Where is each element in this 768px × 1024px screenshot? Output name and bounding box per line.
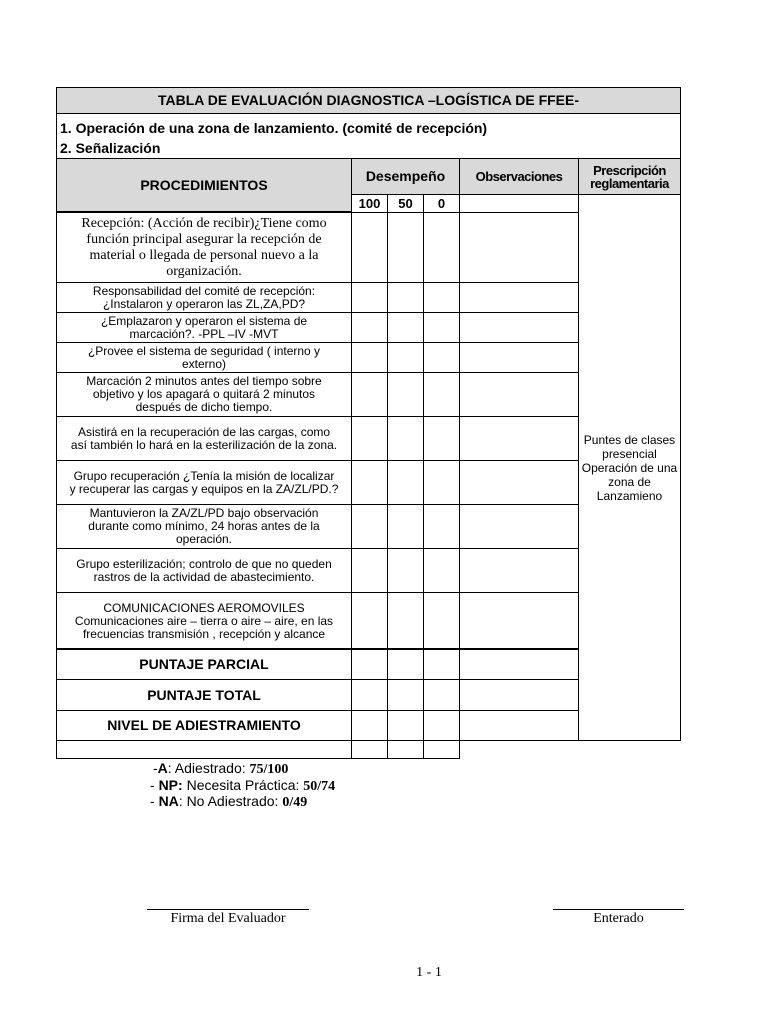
- legend-na-desc: : No Adiestrado:: [178, 793, 283, 809]
- procedure-row-10-score-100-cell[interactable]: [351, 592, 388, 650]
- table-title-text: TABLA DE EVALUACIÓN DIAGNOSTICA –LOGÍSTICA DE FFEE-: [157, 92, 580, 108]
- procedure-row-6-label: [56, 416, 352, 461]
- procedure-row-6-text: Asistirá en la recuperación de las cargas, como así también lo hará en la esterilización de la zona.: [70, 424, 338, 452]
- procedure-row-5-observaciones-cell[interactable]: [459, 372, 579, 417]
- procedure-row-5-score-0-cell[interactable]: [423, 372, 460, 417]
- page-number: 1 - 1: [416, 965, 442, 980]
- nivel-adiestramiento-label: [56, 710, 352, 741]
- procedure-row-4-score-50-cell[interactable]: [387, 342, 424, 373]
- header-observaciones-text: Observaciones: [475, 169, 563, 184]
- procedure-row-3-text: ¿Emplazaron y operaron el sistema de marcación?. -PPL –IV -MVT: [100, 313, 308, 341]
- procedure-row-5-label: [56, 372, 352, 417]
- prescripcion-cell: [578, 194, 681, 741]
- procedure-row-4-score-0-cell[interactable]: [423, 342, 460, 373]
- puntaje-parcial-text: PUNTAJE PARCIAL: [139, 655, 269, 672]
- procedure-row-10-score-0-cell[interactable]: [423, 592, 460, 650]
- procedure-row-1-score-100-cell[interactable]: [351, 212, 388, 283]
- nivel-adiestramiento-text: NIVEL DE ADIESTRAMIENTO: [107, 717, 301, 733]
- legend-na-range: 0/49: [282, 795, 308, 810]
- procedure-row-9-observaciones-cell[interactable]: [459, 548, 579, 593]
- header-observaciones: [459, 158, 579, 195]
- procedure-row-4-score-100-cell[interactable]: [351, 342, 388, 373]
- header-desempeno: [351, 158, 460, 195]
- procedure-row-5-score-50-cell[interactable]: [387, 372, 424, 417]
- procedure-row-7-text: Grupo recuperación ¿Tenía la misión de localizar y recuperar las cargas y equipos en la ZA/ZL/PD.?: [69, 468, 339, 496]
- procedure-row-10-observaciones-cell[interactable]: [459, 592, 579, 650]
- procedure-row-8-observaciones-cell[interactable]: [459, 504, 579, 549]
- procedure-row-7-observaciones-cell[interactable]: [459, 460, 579, 505]
- procedure-row-10-label: [56, 592, 352, 650]
- procedure-row-1-score-50-cell[interactable]: [387, 212, 424, 283]
- signature-line-evaluador: [147, 909, 309, 910]
- procedure-row-3-label: [56, 312, 352, 343]
- procedure-row-2-score-50-cell[interactable]: [387, 282, 424, 313]
- procedure-row-6-score-100-cell[interactable]: [351, 416, 388, 461]
- procedure-row-2-text: Responsabilidad del comité de recepción: ¿Instalaron y operaron las ZL,ZA,PD?: [92, 283, 316, 311]
- puntaje-total-label: [56, 679, 352, 711]
- procedure-row-8-score-100-cell[interactable]: [351, 504, 388, 549]
- procedure-row-6-score-50-cell[interactable]: [387, 416, 424, 461]
- procedure-row-8-label: [56, 504, 352, 549]
- procedure-row-4-text: ¿Provee el sistema de seguridad ( interno y externo): [87, 343, 321, 371]
- header-procedimientos-text: PROCEDIMIENTOS: [140, 176, 268, 193]
- score-header-50-text: 50: [398, 196, 413, 211]
- legend-a-desc: : Adiestrado:: [167, 760, 250, 776]
- legend-a-range: 75/100: [249, 762, 289, 777]
- signature-label-enterado: Enterado: [593, 911, 644, 926]
- subtitle-block: [56, 113, 681, 159]
- legend-np-desc: Necesita Práctica:: [182, 777, 304, 793]
- score-header-0: [423, 194, 460, 213]
- score-header-50: [387, 194, 424, 213]
- procedure-row-10-text: COMUNICACIONES AEROMOVILES Comunicaciones aire – tierra o aire – aire, en las frecuencias transmisión , recepción y alcance: [74, 600, 334, 641]
- procedure-row-3-observaciones-cell[interactable]: [459, 312, 579, 343]
- procedure-row-1-observaciones-cell[interactable]: [459, 212, 579, 283]
- score-header-100: [351, 194, 388, 213]
- procedure-row-5-score-100-cell[interactable]: [351, 372, 388, 417]
- procedure-row-8-score-50-cell[interactable]: [387, 504, 424, 549]
- score-header-0-text: 0: [437, 196, 446, 211]
- procedure-row-4-label: [56, 342, 352, 373]
- procedure-row-7-score-50-cell[interactable]: [387, 460, 424, 505]
- observaciones-header-blank: [459, 194, 579, 213]
- procedure-row-3-score-50-cell[interactable]: [387, 312, 424, 343]
- blank-row-50[interactable]: [387, 740, 424, 759]
- puntaje-total-text: PUNTAJE TOTAL: [147, 686, 261, 703]
- procedure-row-9-text: Grupo esterilización; controlo de que no queden rastros de la actividad de abastecimiento.: [76, 556, 332, 584]
- blank-row-label: [56, 740, 352, 759]
- procedure-row-1-text: Recepción: (Acción de recibir)¿Tiene como función principal asegurar la recepción de material o llegada de personal nuevo a la organización.: [81, 215, 327, 279]
- procedure-row-1-label: [56, 212, 352, 283]
- procedure-row-9-label: [56, 548, 352, 593]
- procedure-row-10-score-50-cell[interactable]: [387, 592, 424, 650]
- header-prescripcion: [578, 158, 681, 195]
- legend-na-code: NA: [158, 793, 179, 809]
- procedure-row-6-observaciones-cell[interactable]: [459, 416, 579, 461]
- header-prescripcion-text: Prescripción reglamentaria: [590, 162, 669, 191]
- procedure-row-1-score-0-cell[interactable]: [423, 212, 460, 283]
- legend-na-prefix: -: [150, 793, 159, 809]
- header-procedimientos: [56, 158, 352, 212]
- procedure-row-8-score-0-cell[interactable]: [423, 504, 460, 549]
- totals-score-column: [351, 648, 579, 741]
- legend-line-a: [153, 760, 288, 778]
- procedure-row-3-score-100-cell[interactable]: [351, 312, 388, 343]
- legend-a-code: A: [157, 760, 168, 776]
- procedure-row-9-score-50-cell[interactable]: [387, 548, 424, 593]
- procedure-row-7-score-0-cell[interactable]: [423, 460, 460, 505]
- table-title: [56, 87, 681, 114]
- procedure-row-7-label: [56, 460, 352, 505]
- procedure-row-5-text: Marcación 2 minutos antes del tiempo sobre objetivo y los apagará o quitará 2 minutos después de dicho tiempo.: [86, 374, 322, 414]
- procedure-row-3-score-0-cell[interactable]: [423, 312, 460, 343]
- legend-np-prefix: -: [150, 777, 159, 793]
- subtitle-line-1: 1. Operación de una zona de lanzamiento. (comité de recepción): [60, 120, 488, 136]
- procedure-row-2-observaciones-cell[interactable]: [459, 282, 579, 313]
- procedure-row-7-score-100-cell[interactable]: [351, 460, 388, 505]
- legend-a-prefix: -: [153, 760, 158, 776]
- legend-line-na: [150, 793, 307, 811]
- score-header-100-text: 100: [358, 196, 381, 211]
- header-desempeno-text: Desempeño: [365, 168, 446, 184]
- procedure-row-6-score-0-cell[interactable]: [423, 416, 460, 461]
- procedure-row-4-observaciones-cell[interactable]: [459, 342, 579, 373]
- legend-np-range: 50/74: [303, 779, 336, 794]
- procedure-row-2-score-100-cell[interactable]: [351, 282, 388, 313]
- procedure-row-9-score-0-cell[interactable]: [423, 548, 460, 593]
- procedure-row-8-text: Mantuvieron la ZA/ZL/PD bajo observación durante como mínimo, 24 horas antes de la operación.: [88, 506, 320, 546]
- prescripcion-text: Puntes de clases presencial Operación de una zona de Lanzamieno: [581, 432, 678, 503]
- blank-row-0[interactable]: [423, 740, 460, 759]
- puntaje-parcial-label: [56, 648, 352, 680]
- procedure-row-9-score-100-cell[interactable]: [351, 548, 388, 593]
- legend-np-code: NP:: [158, 777, 183, 793]
- signature-label-evaluador: Firma del Evaluador: [170, 911, 286, 926]
- blank-row-100[interactable]: [351, 740, 388, 759]
- procedure-row-2-score-0-cell[interactable]: [423, 282, 460, 313]
- procedure-row-2-label: [56, 282, 352, 313]
- signature-line-enterado: [553, 909, 684, 910]
- subtitle-line-2: 2. Señalización: [60, 140, 161, 156]
